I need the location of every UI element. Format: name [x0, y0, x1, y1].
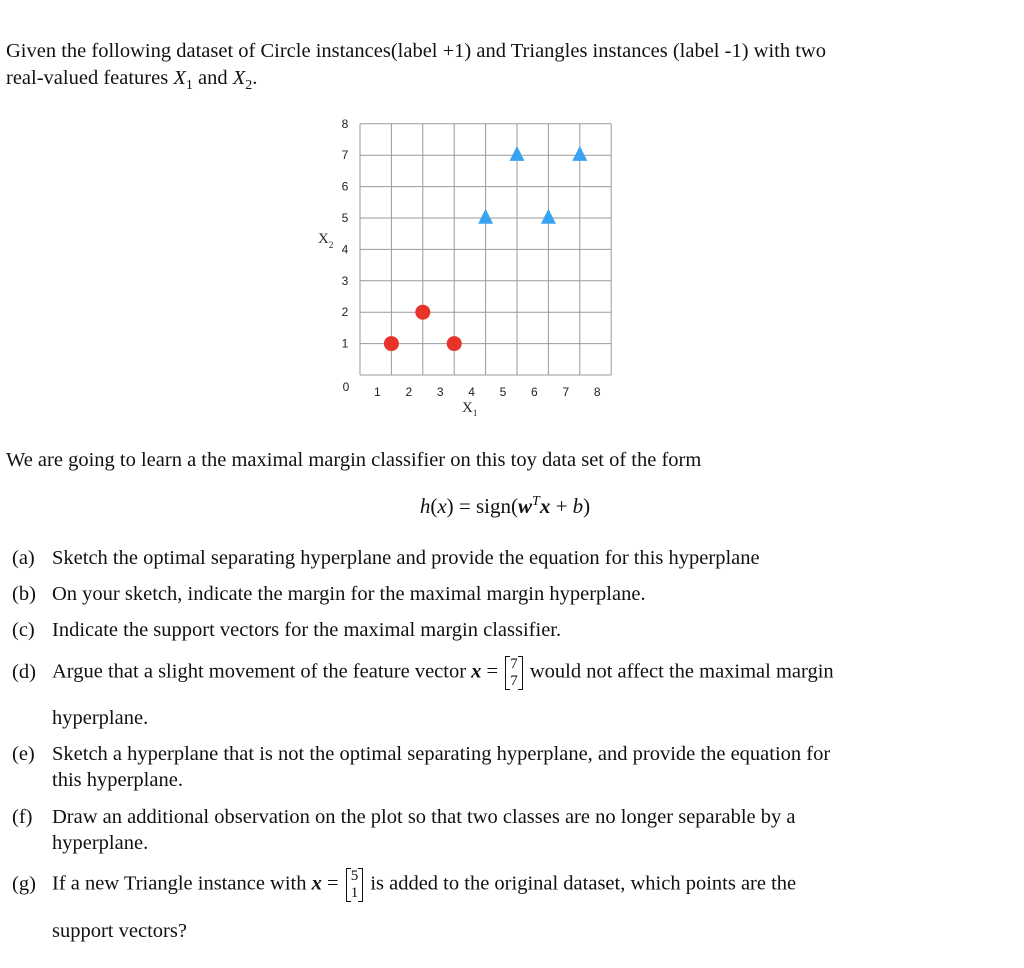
y-tick-label: 3	[341, 273, 349, 288]
intro-text-2: real-valued features	[6, 67, 174, 89]
question-d-text-post: would not affect the maximal margin	[524, 660, 834, 683]
question-d-text-pre: Argue that a slight movement of the feature vector	[52, 660, 472, 683]
question-d-eq: =	[481, 660, 504, 683]
y-tick-label: 8	[341, 116, 349, 131]
var-x1-sub: 1	[185, 78, 193, 94]
vector-5-1	[346, 868, 364, 902]
intro-and: and	[192, 67, 233, 89]
triangle-point	[478, 209, 493, 224]
y-axis-label-sub: 2	[328, 240, 334, 250]
question-a	[12, 545, 760, 571]
eq-b: b	[572, 494, 584, 518]
x-tick-label: 6	[531, 385, 538, 399]
problem-statement-text: We are going to learn a the maximal margin classifier on this toy data set of the form	[6, 449, 702, 471]
y-tick-label: 2	[341, 305, 349, 320]
intro-line-1	[6, 38, 826, 64]
question-g-continued	[52, 918, 187, 944]
eq-close: )	[583, 494, 591, 518]
var-x2: X	[232, 67, 246, 89]
intro-text-1: Given the following dataset of Circle instances(label +1) and Triangles instances (label -1) with two	[6, 40, 826, 62]
x-axis-label	[462, 400, 477, 418]
circle-point	[384, 336, 399, 351]
question-b-label: (b)	[12, 583, 36, 605]
scatter-chart	[300, 115, 630, 425]
circle-point	[415, 305, 430, 320]
question-g-text-post: is added to the original dataset, which points are the	[365, 872, 797, 895]
x-tick-label: 7	[562, 385, 570, 399]
x-tick-label: 5	[499, 385, 507, 399]
vector-5-1-bottom: 1	[350, 885, 359, 901]
question-a-label: (a)	[12, 547, 35, 569]
question-e-text-2: this hyperplane.	[52, 769, 183, 791]
question-d-continued	[52, 705, 148, 731]
y-axis-ticks	[342, 117, 349, 351]
question-a-text: Sketch the optimal separating hyperplane and provide the equation for this hyperplane	[52, 547, 760, 569]
question-g-eq: =	[321, 872, 344, 895]
origin-tick-label: 0	[342, 380, 350, 394]
triangle-point	[572, 146, 587, 161]
x-tick-label: 1	[374, 385, 381, 399]
classifier-equation	[0, 494, 1010, 519]
question-g-text-pre: If a new Triangle instance with	[52, 872, 312, 895]
y-axis-label-main: X	[318, 231, 329, 247]
eq-w: w	[518, 494, 533, 518]
vector-5-1-top: 5	[350, 868, 359, 884]
var-x2-sub: 2	[245, 78, 253, 94]
question-e	[12, 741, 830, 767]
vector-7-7-top: 7	[510, 656, 518, 672]
y-tick-label: 4	[341, 242, 349, 257]
question-c	[12, 617, 561, 643]
question-g-label: (g)	[12, 872, 36, 895]
var-x1: X	[173, 67, 186, 89]
question-d-var: x	[471, 660, 482, 683]
question-g	[12, 868, 796, 902]
question-c-label: (c)	[12, 619, 35, 641]
question-f-text-2: hyperplane.	[52, 832, 149, 854]
question-e-text-1: Sketch a hyperplane that is not the optimal separating hyperplane, and provide the equation for	[52, 743, 831, 765]
eq-x: x	[437, 494, 447, 518]
x-tick-label: 8	[593, 385, 601, 399]
eq-x-vec: x	[539, 494, 551, 518]
eq-open: (	[430, 494, 438, 518]
eq-transpose: T	[532, 494, 540, 509]
vector-7-7-bottom: 7	[510, 673, 518, 689]
question-e-continued	[52, 767, 183, 793]
question-b-text: On your sketch, indicate the margin for the maximal margin hyperplane.	[52, 583, 646, 605]
y-axis-label	[318, 231, 333, 250]
eq-plus: +	[550, 494, 573, 518]
x-axis-label-sub: 1	[472, 408, 478, 418]
intro-period: .	[252, 67, 258, 89]
y-tick-label: 7	[341, 148, 349, 163]
eq-mid: ) = sign(	[446, 494, 518, 518]
question-b	[12, 581, 646, 607]
question-e-label: (e)	[12, 743, 35, 765]
y-tick-label: 6	[341, 179, 349, 194]
x-tick-label: 2	[405, 385, 413, 399]
x-axis-label-main: X	[462, 400, 473, 416]
chart-grid	[360, 124, 611, 375]
problem-statement	[6, 447, 701, 473]
vector-7-7	[505, 656, 523, 690]
y-tick-label: 1	[341, 336, 349, 351]
question-d	[12, 656, 834, 690]
question-f-label: (f)	[12, 806, 33, 828]
eq-h: h	[419, 494, 431, 518]
question-f	[12, 804, 795, 830]
x-tick-label: 3	[436, 385, 444, 399]
x-tick-label: 4	[468, 385, 475, 399]
x-axis-ticks	[374, 385, 601, 399]
question-c-text: Indicate the support vectors for the maximal margin classifier.	[52, 619, 562, 641]
triangle-point	[510, 146, 525, 161]
intro-line-2	[6, 65, 257, 99]
question-f-continued	[52, 830, 148, 856]
question-d-cont-text: hyperplane.	[52, 707, 149, 729]
circle-point	[447, 336, 462, 351]
question-d-label: (d)	[12, 660, 36, 683]
y-tick-label: 5	[341, 211, 349, 225]
triangle-point	[541, 209, 556, 224]
question-f-text-1: Draw an additional observation on the plot so that two classes are no longer separable by a	[52, 806, 796, 828]
question-g-cont-text: support vectors?	[52, 920, 187, 942]
question-g-var: x	[311, 872, 322, 895]
